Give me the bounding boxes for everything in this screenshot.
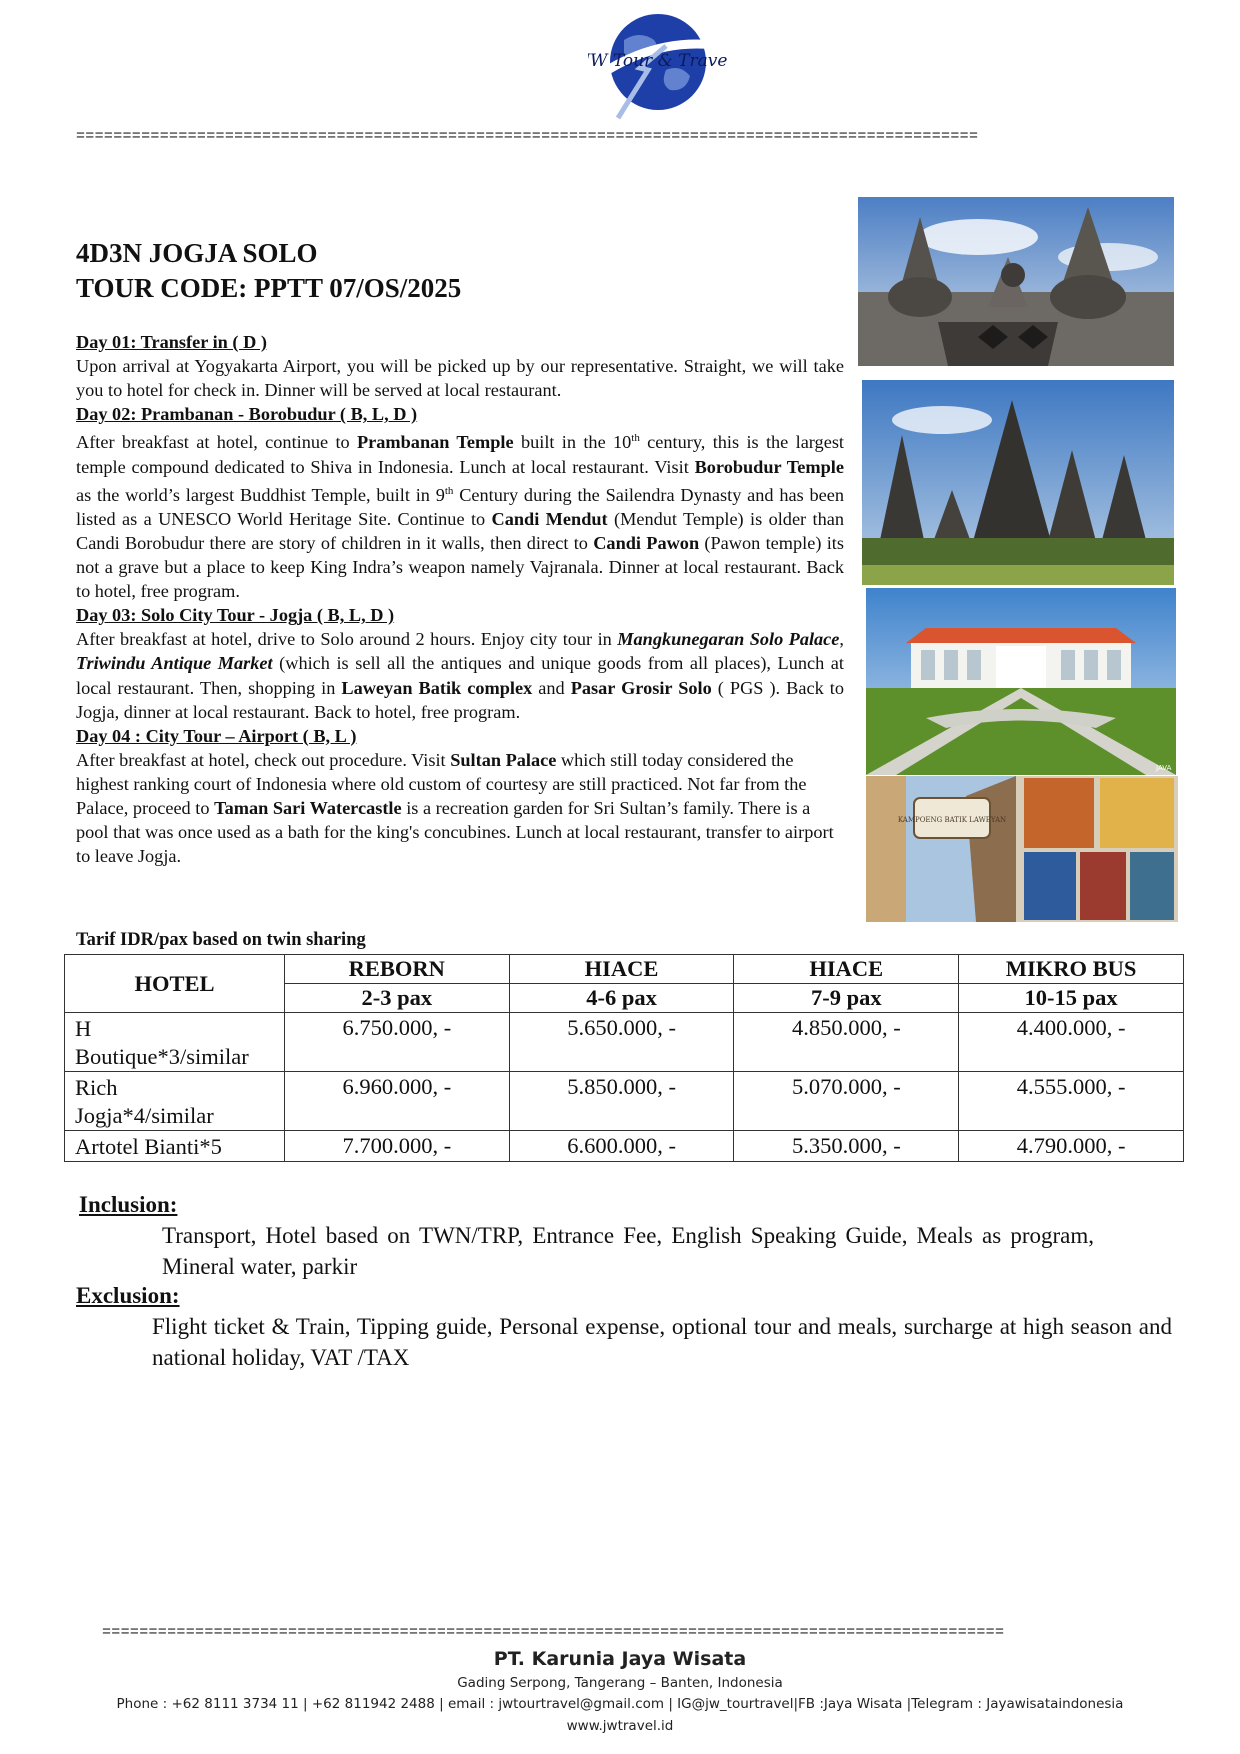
inclusion-text: Transport, Hotel based on TWN/TRP, Entrance Fee, English Speaking Guide, Meals as program, Mineral water, parkir <box>162 1223 1094 1279</box>
day-3-heading: Day 03: Solo City Tour - Jogja ( B, L, D ) <box>76 605 395 626</box>
laweyan-batik-photo <box>866 776 1178 922</box>
inclusion-heading: Inclusion: <box>79 1192 178 1217</box>
price-cell: 4.790.000, - <box>959 1131 1184 1162</box>
price-cell: 5.350.000, - <box>734 1131 959 1162</box>
day-4-heading: Day 04 : City Tour – Airport ( B, L ) <box>76 725 357 746</box>
price-cell: 4.555.000, - <box>959 1072 1184 1131</box>
itinerary <box>76 330 844 868</box>
highlight-taman-sari: Taman Sari Watercastle <box>214 797 402 818</box>
table-row <box>65 1072 1184 1131</box>
col-pax: 10-15 pax <box>959 984 1184 1013</box>
highlight-mendut: Candi Mendut <box>491 508 608 529</box>
day-2-heading: Day 02: Prambanan - Borobudur ( B, L, D ) <box>76 404 418 425</box>
col-vehicle: REBORN <box>284 955 509 984</box>
price-cell: 5.070.000, - <box>734 1072 959 1131</box>
svg-text:JAVA: JAVA <box>1156 764 1172 772</box>
price-cell: 6.960.000, - <box>284 1072 509 1131</box>
col-pax: 2-3 pax <box>284 984 509 1013</box>
prambanan-photo <box>862 380 1174 585</box>
price-cell: 6.600.000, - <box>509 1131 734 1162</box>
borobudur-photo <box>858 197 1174 366</box>
col-pax: 4-6 pax <box>509 984 734 1013</box>
day-2-text: After breakfast at hotel, continue to Prambanan Temple built in the 10th century, this is the largest temple compound dedicated to Shiva in Indonesia. Lunch at local restaurant. Visit Borobudur Temple as the world’s largest Buddhist Temple, built in 9th Century during the Sailendra Dynasty and has been listed as a UNESCO World Heritage Site. Continue to Candi Mendut (Mendut Temple) is older than Candi Borobudur there are story of children in it walls, then direct to Candi Pawon (Pawon temple) its not a grave but a place to keep King Indra’s weapon namely Vajranala. Dinner at local restaurant. Back to hotel, free program. <box>76 432 845 602</box>
tour-title <box>76 236 461 306</box>
day-1-heading: Day 01: Transfer in ( D ) <box>76 332 267 352</box>
tour-code: TOUR CODE: PPTT 07/OS/2025 <box>76 273 462 303</box>
day-4-text: After breakfast at hotel, check out procedure. Visit Sultan Palace which still today considered the highest ranking court of Indonesia where old custom of courtesy are still practiced. Not far from the Palace, proceed to Taman Sari Watercastle is a recreation garden for Sri Sultan’s family. There is a pool that was once used as a bath for the king's concubines. Lunch at local restaurant, transfer to airport to leave Jogja. <box>76 749 834 867</box>
tarif-label: Tarif IDR/pax based on twin sharing <box>76 930 366 950</box>
price-cell: 6.750.000, - <box>284 1013 509 1072</box>
col-vehicle: HIACE <box>509 955 734 984</box>
day-1-text: Upon arrival at Yogyakarta Airport, you will be picked up by our representative. Straight, we will take you to hotel for check in. Dinner will be served at local restaurant. <box>76 356 844 401</box>
highlight-mangkunegaran: Mangkunegaran Solo Palace <box>617 629 840 650</box>
exclusion-heading: Exclusion: <box>76 1283 180 1308</box>
price-cell: 4.400.000, - <box>959 1013 1184 1072</box>
highlight-prambanan: Prambanan Temple <box>356 432 514 453</box>
exclusion-text: Flight ticket & Train, Tipping guide, Personal expense, optional tour and meals, surcharge at high season and national holiday, VAT /TAX <box>152 1314 1172 1370</box>
footer-contact: Phone : +62 8111 3734 11 | +62 811942 2488 | email : jwtourtravel@gmail.com | IG@jw_tourtravel|FB :Jaya Wisata |Telegram : Jayawisataindonesia <box>116 1696 1124 1712</box>
table-row <box>65 1131 1184 1162</box>
col-vehicle: MIKRO BUS <box>959 955 1184 984</box>
col-pax: 7-9 pax <box>734 984 959 1013</box>
price-cell: 7.700.000, - <box>284 1131 509 1162</box>
svg-text:KAMPOENG BATIK LAWEYAN: KAMPOENG BATIK LAWEYAN <box>897 816 1007 824</box>
palace-garden-photo <box>866 588 1176 775</box>
table-row <box>65 1013 1184 1072</box>
hotel-name: Artotel Bianti*5 <box>65 1131 285 1162</box>
highlight-sultan-palace: Sultan Palace <box>450 749 557 770</box>
footer-address: Gading Serpong, Tangerang – Banten, Indonesia <box>457 1675 783 1691</box>
highlight-borobudur: Borobudur Temple <box>694 456 845 477</box>
price-cell: 5.650.000, - <box>509 1013 734 1072</box>
bottom-separator: ================================================================================================= <box>102 1624 1005 1641</box>
footer-website: www.jwtravel.id <box>566 1718 674 1734</box>
day-3-text: After breakfast at hotel, drive to Solo around 2 hours. Enjoy city tour in Mangkunegaran Solo Palace, Triwindu Antique Market (which is sell all the antiques and unique goods from all places), Lunch at local restaurant. Then, shopping in Laweyan Batik complex and Pasar Grosir Solo ( PGS ). Back to Jogja, dinner at local restaurant. Back to hotel, free program. <box>76 629 844 722</box>
hotel-name: Rich Jogja*4/similar <box>65 1072 285 1131</box>
highlight-pawon: Candi Pawon <box>593 532 700 553</box>
col-vehicle: HIACE <box>734 955 959 984</box>
highlight-pgs: Pasar Grosir Solo <box>570 677 712 698</box>
price-cell: 5.850.000, - <box>509 1072 734 1131</box>
footer-company: PT. Karunia Jaya Wisata <box>493 1648 747 1670</box>
company-logo <box>588 6 728 126</box>
price-table <box>64 954 1184 1162</box>
top-separator: ================================================================================================= <box>76 128 979 145</box>
price-cell: 4.850.000, - <box>734 1013 959 1072</box>
highlight-triwindu: Triwindu Antique Market <box>76 653 273 674</box>
hotel-header: HOTEL <box>65 955 285 1013</box>
svg-text:JW Tour & Travel: JW Tour & Travel <box>588 51 728 71</box>
tour-name: 4D3N JOGJA SOLO <box>76 238 318 268</box>
hotel-name: H Boutique*3/similar <box>65 1013 285 1072</box>
highlight-laweyan: Laweyan Batik complex <box>341 677 533 698</box>
